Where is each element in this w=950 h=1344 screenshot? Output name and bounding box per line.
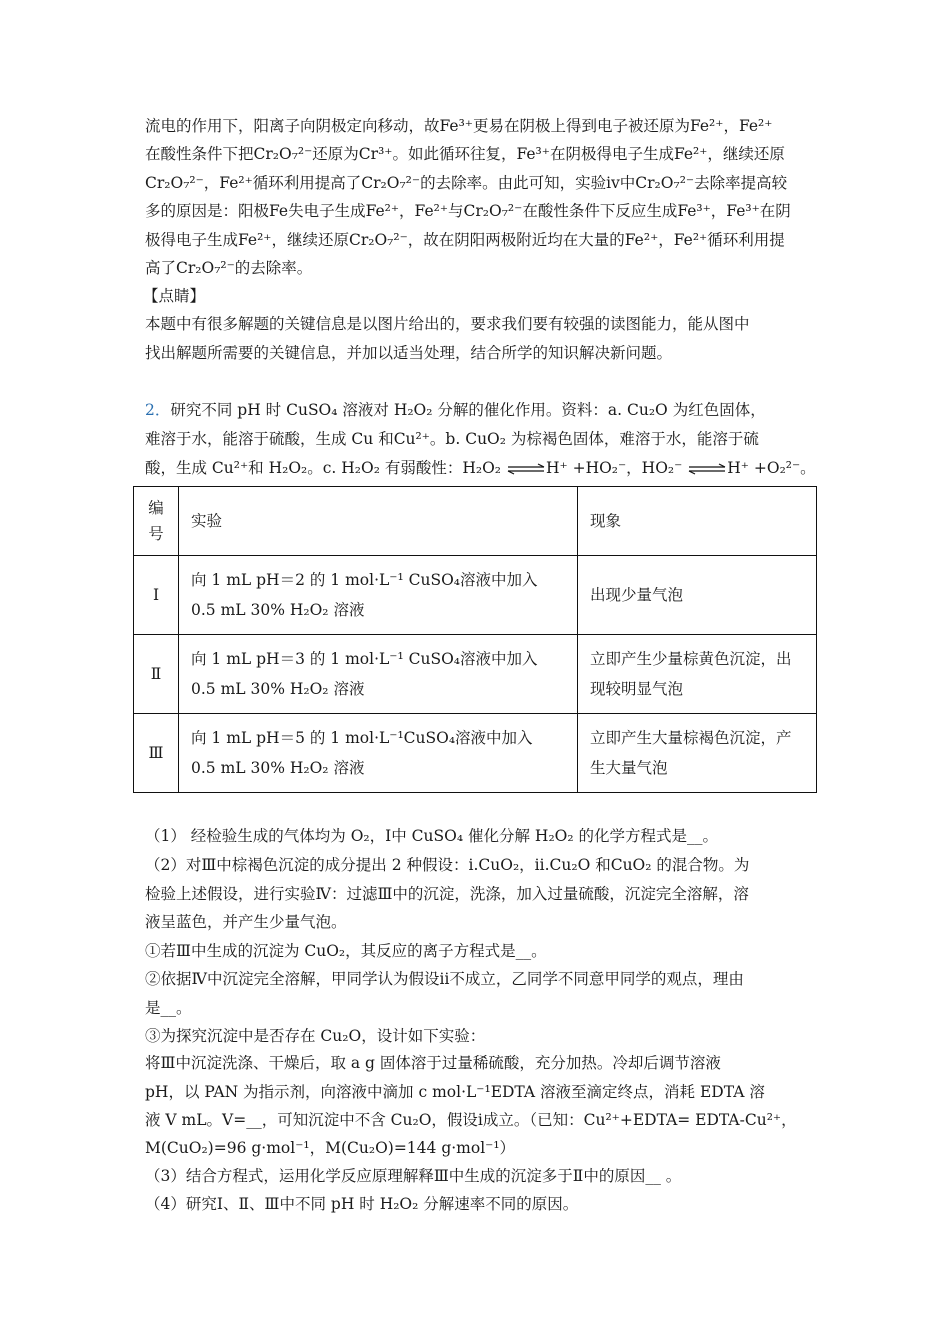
- experiment-text: 向 1 mL pH＝2 的 1 mol·L⁻¹ CuSO₄溶液中加入: [191, 571, 538, 589]
- question-line: ②依据Ⅳ中沉淀完全溶解，甲同学认为假设ⅱ不成立，乙同学不同意甲同学的观点，理由: [145, 970, 744, 988]
- experiment-text: 向 1 mL pH＝5 的 1 mol·L⁻¹CuSO₄溶液中加入: [191, 729, 533, 747]
- header-cell: 现象: [578, 487, 817, 556]
- table-row: [134, 635, 817, 714]
- question-2-line: [145, 458, 816, 478]
- question-line: ③为探究沉淀中是否存在 Cu₂O，设计如下实验：: [145, 1027, 486, 1045]
- observation-text: 生大量气泡: [590, 759, 668, 777]
- table-row: [134, 556, 817, 635]
- question-text: H⁺ +HO₂⁻，HO₂⁻: [545, 459, 683, 477]
- question-line: M(CuO₂)=96 g·mol⁻¹，M(Cu₂O)=144 g·mol⁻¹）: [145, 1139, 516, 1157]
- equilibrium-arrow-icon: [687, 463, 727, 475]
- question-line: 检验上述假设，进行实验Ⅳ：过滤Ⅲ中的沉淀，洗涤，加入过量硫酸，沉淀完全溶解，溶: [145, 885, 749, 903]
- observation-text: 现较明显气泡: [590, 680, 684, 698]
- table-row: [134, 714, 817, 793]
- experiment-text: 0.5 mL 30% H₂O₂ 溶液: [191, 680, 365, 698]
- text-line: 本题中有很多解题的关键信息是以图片给出的，要求我们要有较强的读图能力，能从图中: [145, 315, 750, 333]
- experiment-text: 0.5 mL 30% H₂O₂ 溶液: [191, 759, 365, 777]
- observation-text: 立即产生少量棕黄色沉淀，出: [590, 650, 792, 668]
- experiment-text: 向 1 mL pH＝3 的 1 mol·L⁻¹ CuSO₄溶液中加入: [191, 650, 538, 668]
- question-line: pH，以 PAN 为指示剂，向溶液中滴加 c mol·L⁻¹EDTA 溶液至滴定终点，消耗 EDTA 溶: [145, 1083, 765, 1101]
- question-line: 将Ⅲ中沉淀洗涤、干燥后，取 a g 固体溶于过量稀硫酸，充分加热。冷却后调节溶液: [145, 1054, 721, 1072]
- question-2-line: 难溶于水，能溶于硫酸，生成 Cu 和Cu²⁺。b. CuO₂ 为棕褐色固体，难溶于水，能溶于硫: [145, 430, 759, 448]
- question-line: 液呈蓝色，并产生少量气泡。: [145, 913, 347, 931]
- question-text: 酸，生成 Cu²⁺和 H₂O₂。c. H₂O₂ 有弱酸性：H₂O₂: [145, 459, 502, 477]
- question-line: （2）对Ⅲ中棕褐色沉淀的成分提出 2 种假设：ⅰ.CuO₂，ⅱ.Cu₂O 和CuO₂ 的混合物。为: [145, 856, 750, 874]
- text-line: 找出解题所需要的关键信息，并加以适当处理，结合所学的知识解决新问题。: [145, 344, 673, 362]
- question-text: H⁺ +O₂²⁻。: [727, 459, 816, 477]
- text-line: Cr₂O₇²⁻，Fe²⁺循环利用提高了Cr₂O₇²⁻的去除率。由此可知，实验ⅳ中Cr₂O₇²⁻去除率提高较: [145, 174, 788, 192]
- row-id: Ⅰ: [134, 556, 179, 635]
- question-line: 液 V mL。V=__，可知沉淀中不含 Cu₂O，假设ⅰ成立。（已知：Cu²⁺+EDTA= EDTA-Cu²⁺，: [145, 1111, 797, 1129]
- experiment-text: 0.5 mL 30% H₂O₂ 溶液: [191, 601, 365, 619]
- row-id: Ⅲ: [134, 714, 179, 793]
- question-line: ①若Ⅲ中生成的沉淀为 CuO₂，其反应的离子方程式是__。: [145, 942, 547, 960]
- observation-text: 出现少量气泡: [590, 586, 684, 604]
- text-line: 多的原因是：阳极Fe失电子生成Fe²⁺，Fe²⁺与Cr₂O₇²⁻在酸性条件下反应生成Fe³⁺，Fe³⁺在阴: [145, 202, 791, 220]
- experiment-cell: [179, 714, 578, 793]
- observation-cell: [578, 635, 817, 714]
- experiment-cell: [179, 556, 578, 635]
- dianjing-heading: 【点睛】: [143, 287, 206, 305]
- experiment-table: [133, 486, 817, 793]
- question-number: 2．: [145, 401, 171, 419]
- question-line: 是__。: [145, 999, 192, 1017]
- text-line: 在酸性条件下把Cr₂O₇²⁻还原为Cr³⁺。如此循环往复，Fe³⁺在阴极得电子生成Fe²⁺，继续还原: [145, 145, 785, 163]
- header-cell: 实验: [179, 487, 578, 556]
- text-line: 极得电子生成Fe²⁺，继续还原Cr₂O₇²⁻，故在阴阳两极附近均在大量的Fe²⁺，Fe²⁺循环利用提: [145, 231, 785, 249]
- question-line: （4）研究Ⅰ、Ⅱ、Ⅲ中不同 pH 时 H₂O₂ 分解速率不同的原因。: [145, 1195, 579, 1213]
- header-cell: 编号: [134, 487, 179, 556]
- row-id: Ⅱ: [134, 635, 179, 714]
- question-text: 研究不同 pH 时 CuSO₄ 溶液对 H₂O₂ 分解的催化作用。资料：a. Cu₂O 为红色固体，: [170, 401, 766, 419]
- table-header-row: [134, 487, 817, 556]
- question-line: （3）结合方程式，运用化学反应原理解释Ⅲ中生成的沉淀多于Ⅱ中的原因__ 。: [145, 1167, 682, 1185]
- equilibrium-arrow-icon: [506, 463, 546, 475]
- observation-cell: [578, 556, 817, 635]
- observation-cell: [578, 714, 817, 793]
- experiment-cell: [179, 635, 578, 714]
- question-line: （1） 经检验生成的气体均为 O₂，Ⅰ中 CuSO₄ 催化分解 H₂O₂ 的化学方程式是__。: [145, 827, 719, 845]
- text-line: 流电的作用下，阳离子向阴极定向移动，故Fe³⁺更易在阴极上得到电子被还原为Fe²⁺，Fe²⁺: [145, 117, 773, 135]
- text-line: 高了Cr₂O₇²⁻的去除率。: [145, 259, 313, 277]
- question-2-line: [145, 400, 766, 420]
- observation-text: 立即产生大量棕褐色沉淀，产: [590, 729, 792, 747]
